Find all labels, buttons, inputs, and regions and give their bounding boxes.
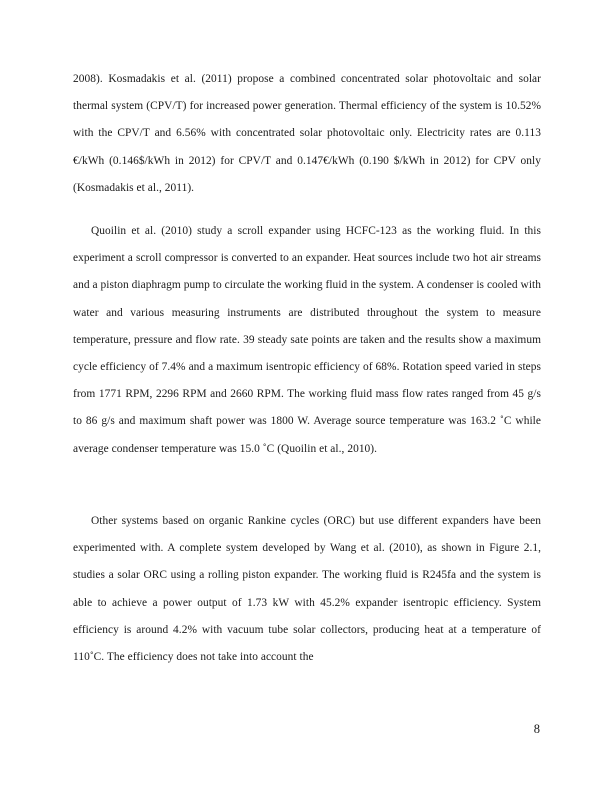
paragraph-quoilin: Quoilin et al. (2010) study a scroll expander using HCFC-123 as the working fluid. In this experiment a scroll compressor is converted to an expander. Heat sources include two hot air streams and a piston diaphragm pump to circulate the working fluid in the system. A condenser is cooled with water and various measuring instruments are distributed throughout the system to measure temperature, pressure and flow rate. 39 steady sate points are taken and the results show a maximum cycle efficiency of 7.4% and a maximum isentropic efficiency of 68%. Rotation speed varied in steps from 1771 RPM, 2296 RPM and 2660 RPM. The working fluid mass flow rates ranged from 45 g/s to 86 g/s and maximum shaft power was 1800 W. Average source temperature was 163.2 ˚C while average condenser temperature was 15.0 ˚C (Quoilin et al., 2010). [73, 225, 541, 455]
page-number: 8 [533, 722, 540, 736]
paragraph-orc-systems: Other systems based on organic Rankine cycles (ORC) but use different expanders have been experimented with. A complete system developed by Wang et al. (2010), as shown in Figure 2.1, studies a solar ORC using a rolling piston expander. The working fluid is R245fa and the system is able to achieve a power output of 1.73 kW with 45.2% expander isentropic efficiency. System efficiency is around 4.2% with vacuum tube solar collectors, producing heat at a temperature of 110˚C. The efficiency does not take into account the [73, 515, 541, 664]
paragraph-kosmadakis: 2008). Kosmadakis et al. (2011) propose a combined concentrated solar photovoltaic and solar thermal system (CPV/T) for increased power generation. Thermal efficiency of the system is 10.52% with the CPV/T and 6.56% with concentrated solar photovoltaic only. Electricity rates are 0.113 €/kWh (0.146$/kWh in 2012) for CPV/T and 0.147€/kWh (0.190 $/kWh in 2012) for CPV only (Kosmadakis et al., 2011). [73, 73, 541, 194]
